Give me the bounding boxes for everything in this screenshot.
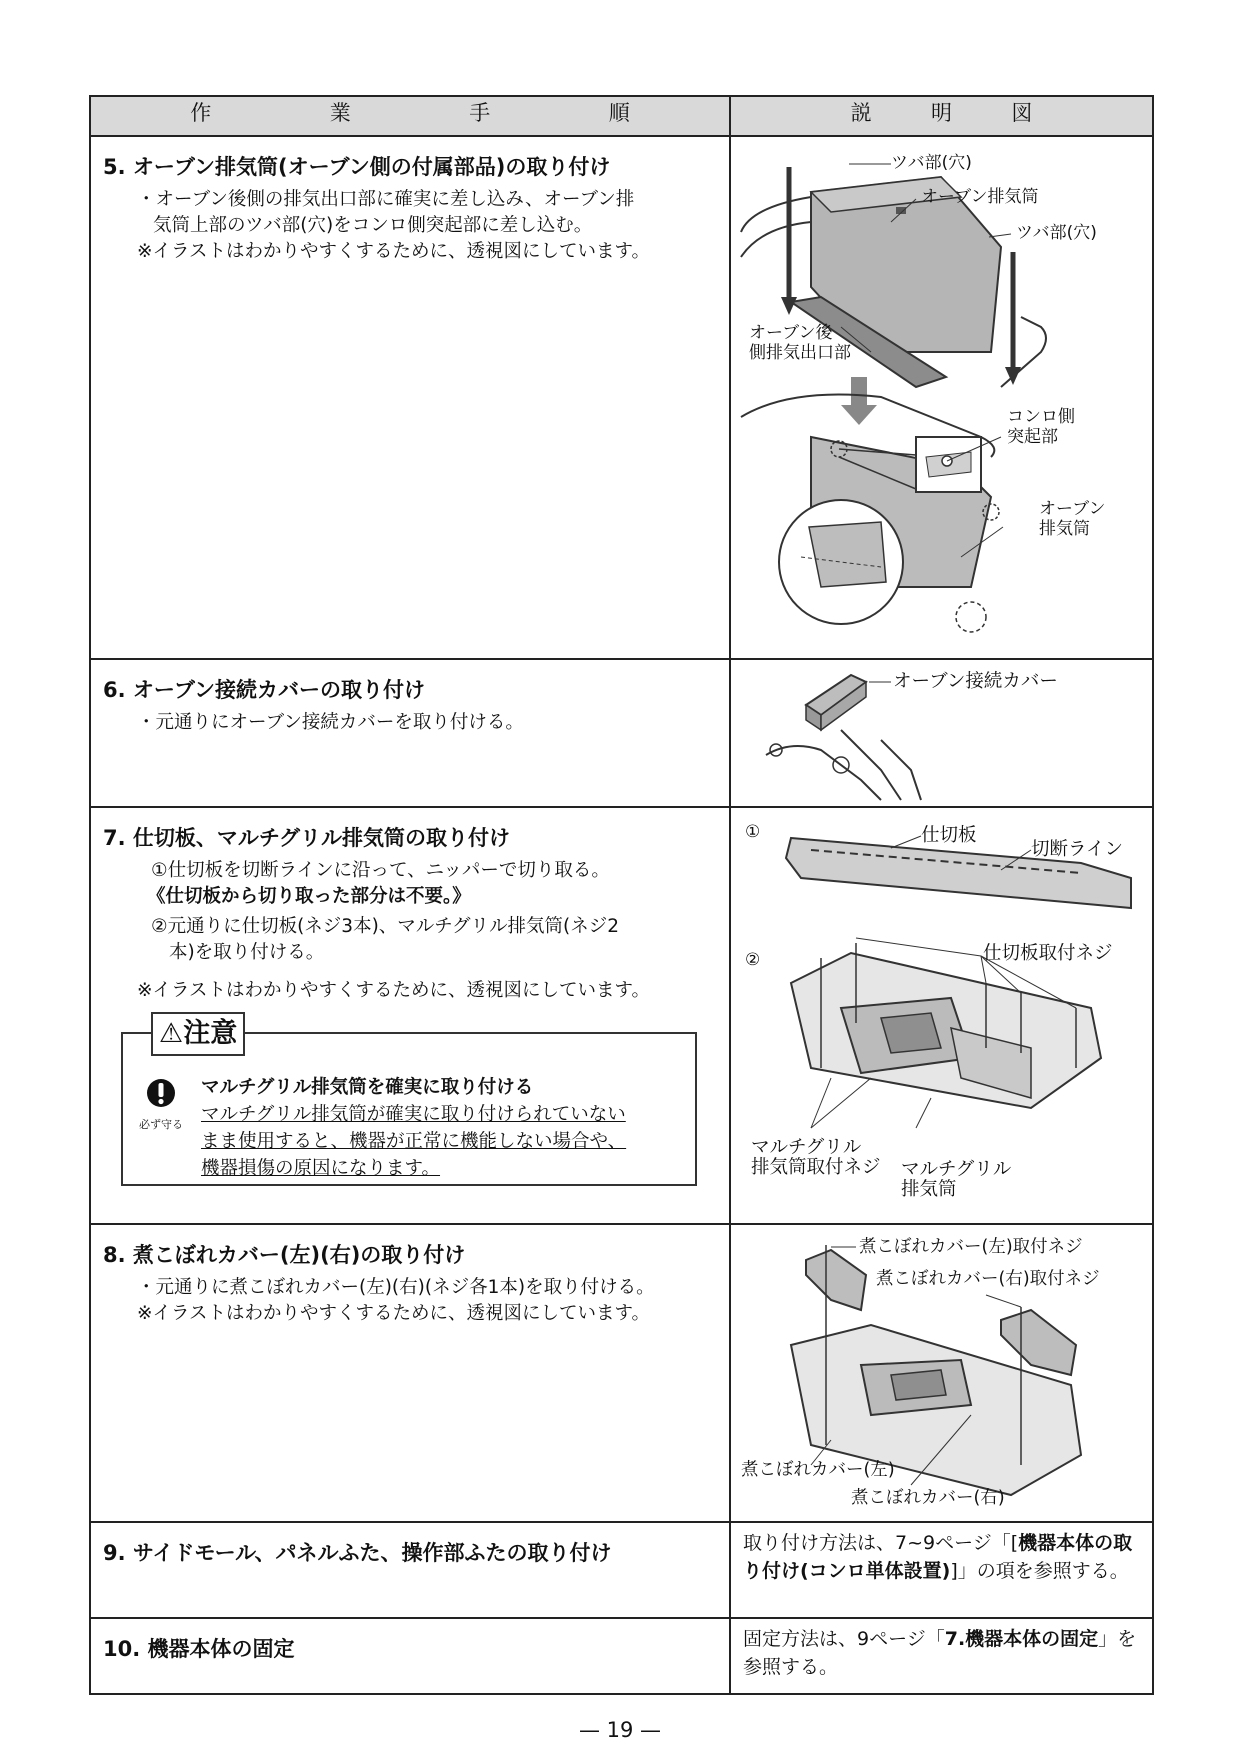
must-follow-icon: [131, 1078, 191, 1132]
step9-text: [731, 1523, 1152, 1585]
label-right-cover: 煮こぼれカバー(右): [851, 1488, 1005, 1508]
step10-text-a: 固定方法は、9ページ「: [743, 1628, 945, 1650]
caution-heading: マルチグリル排気筒を確実に取り付ける: [201, 1077, 534, 1098]
step7-title: 7. 仕切板、マルチグリル排気筒の取り付け: [103, 826, 511, 850]
caution-body: [201, 1074, 685, 1182]
header-char: 説: [850, 101, 872, 125]
label-right-screw: 煮こぼれカバー(右)取付ネジ: [876, 1269, 1100, 1289]
oven-duct-illustration: [731, 137, 1152, 658]
header-char: 手: [469, 101, 491, 125]
header-illustration: [730, 96, 1153, 136]
step9-procedure: [90, 1522, 730, 1618]
step9-desc: [730, 1522, 1153, 1618]
caution-tag: ⚠注意: [151, 1012, 245, 1056]
step6-figure: [730, 659, 1153, 807]
label-oven-duct: オーブン排気筒: [921, 187, 1039, 207]
header-char: 図: [1011, 101, 1033, 125]
label-stove-1: コンロ側: [1007, 407, 1075, 427]
step9-text-a: 取り付け方法は、7~9ページ「[: [743, 1532, 1019, 1554]
caution-text: まま使用すると、機器が正常に機能しない場合や、: [201, 1131, 627, 1152]
step9-text-c: ]」の項を参照する。: [950, 1560, 1129, 1582]
caution-box: [121, 1018, 697, 1186]
header-procedure: [90, 96, 730, 136]
label-partition-screw: 仕切板取付ネジ: [983, 943, 1113, 964]
label-outlet-2: 側排気出口部: [749, 343, 851, 363]
step7-line: 本)を取り付ける。: [169, 942, 325, 963]
step7-procedure: [90, 807, 730, 1224]
step5-title: 5. オーブン排気筒(オーブン側の付属部品)の取り付け: [103, 155, 611, 179]
header-char: 順: [608, 101, 630, 125]
label-cutline: 切断ライン: [1031, 839, 1123, 860]
step10-title: 10. 機器本体の固定: [103, 1637, 295, 1661]
step5-note: ※イラストはわかりやすくするために、透視図にしています。: [137, 241, 650, 262]
step6-line: ・元通りにオーブン接続カバーを取り付ける。: [137, 712, 524, 733]
header-char: 業: [329, 101, 351, 125]
label-left-cover: 煮こぼれカバー(左): [741, 1460, 895, 1480]
instruction-table: [89, 95, 1154, 1695]
label-tsuba-right: ツバ部(穴): [1016, 223, 1097, 243]
label-mg-screw-1: マルチグリル: [751, 1137, 862, 1158]
step9-title: 9. サイドモール、パネルふた、操作部ふたの取り付け: [103, 1541, 612, 1565]
label-mg-duct-2: 排気筒: [901, 1179, 957, 1200]
step9-text-b: 機器本体の取り付け(コンロ単体設置): [743, 1532, 1133, 1582]
step10-text-c: 」を参照する。: [743, 1628, 1137, 1678]
must-follow-label: 必ず守る: [139, 1118, 183, 1131]
page-number: — 19 —: [578, 1718, 662, 1742]
exclamation-icon: [146, 1078, 176, 1108]
label-tsuba-top: ツバ部(穴): [891, 153, 972, 173]
step5-figure: [730, 136, 1153, 659]
step5-procedure: [90, 136, 730, 659]
label-duct2-1: オーブン: [1039, 499, 1106, 519]
caution-text: 機器損傷の原因になります。: [201, 1158, 441, 1179]
step8-figure: [730, 1224, 1153, 1522]
label-mg-screw-2: 排気筒取付ネジ: [751, 1157, 881, 1178]
label-n1: ①: [745, 822, 761, 842]
step7-line: ②元通りに仕切板(ネジ3本)、マルチグリル排気筒(ネジ2: [151, 916, 620, 937]
caution-text: マルチグリル排気筒が確実に取り付けられていない: [201, 1104, 626, 1125]
label-cover: オーブン接続カバー: [893, 671, 1058, 692]
step7-line: ①仕切板を切断ラインに沿って、ニッパーで切り取る。: [151, 860, 610, 881]
step5-line: 気筒上部のツバ部(穴)をコンロ側突起部に差し込む。: [153, 215, 593, 236]
step8-title: 8. 煮こぼれカバー(左)(右)の取り付け: [103, 1243, 466, 1267]
label-outlet-1: オーブン後: [749, 323, 833, 343]
label-partition: 仕切板: [921, 825, 977, 846]
label-stove-2: 突起部: [1007, 427, 1058, 447]
label-duct2-2: 排気筒: [1039, 519, 1090, 539]
step5-line: ・オーブン後側の排気出口部に確実に差し込み、オーブン排: [137, 189, 635, 210]
label-left-screw: 煮こぼれカバー(左)取付ネジ: [859, 1237, 1083, 1257]
header-char: 作: [190, 101, 212, 125]
step8-note: ※イラストはわかりやすくするために、透視図にしています。: [137, 1303, 650, 1324]
step10-text: [731, 1619, 1152, 1681]
label-mg-duct-1: マルチグリル: [901, 1159, 1012, 1180]
step10-text-b: 7.機器本体の固定: [944, 1628, 1099, 1650]
header-char: 明: [930, 101, 952, 125]
step8-procedure: [90, 1224, 730, 1522]
label-n2: ②: [745, 950, 761, 970]
step8-line: ・元通りに煮こぼれカバー(左)(右)(ネジ各1本)を取り付ける。: [137, 1277, 655, 1298]
step7-note: ※イラストはわかりやすくするために、透視図にしています。: [137, 980, 650, 1001]
step10-desc: [730, 1618, 1153, 1694]
step7-figure: [730, 807, 1153, 1224]
step10-procedure: [90, 1618, 730, 1694]
step7-line-bold: 《仕切板から切り取った部分は不要。》: [147, 886, 471, 907]
step6-title: 6. オーブン接続カバーの取り付け: [103, 678, 426, 702]
step6-procedure: [90, 659, 730, 807]
